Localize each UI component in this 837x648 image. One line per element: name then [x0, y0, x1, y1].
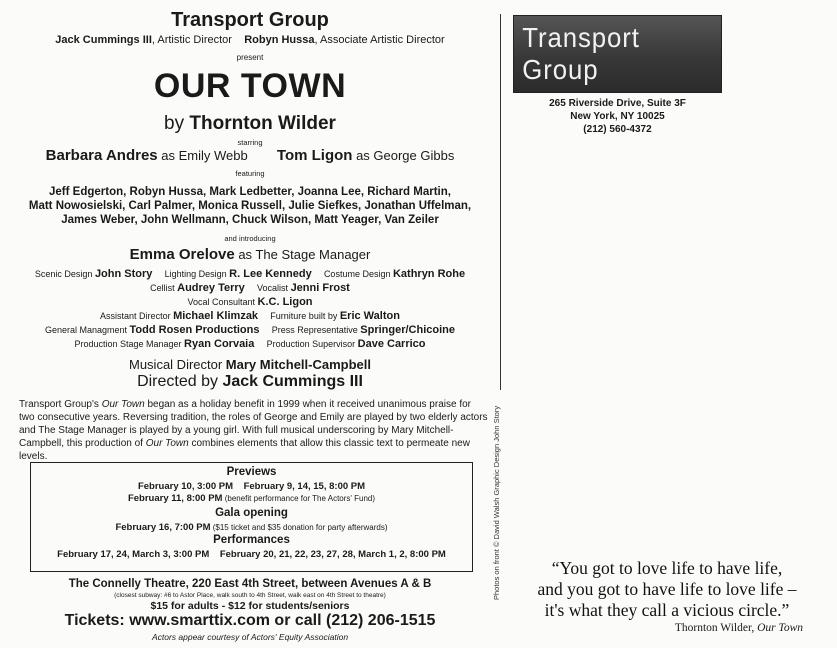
gala-line — [31, 522, 472, 533]
star2-name: Tom Ligon — [276, 147, 353, 164]
description-text-1: Transport Group's — [19, 399, 102, 410]
company-name: Transport Group — [171, 9, 329, 31]
directors-line — [0, 34, 500, 46]
description-text-3: combines elements that allow this classic text to permeate new levels. — [19, 438, 470, 462]
intro-name: Emma Orelove — [129, 246, 235, 263]
scenic-label: Scenic Design — [34, 269, 95, 279]
description-paragraph — [19, 398, 489, 463]
performances-evening: February 20, 21, 22, 23, 27, 28, March 1, 2, 8:00 PM — [219, 549, 446, 560]
address-line-2: New York, NY 10025 — [570, 111, 665, 122]
previews-date-2: February 9, 14, 15, 8:00 PM — [243, 481, 366, 492]
vocal-consultant-credit — [0, 296, 500, 308]
furniture-builder: Eric Walton — [339, 310, 400, 322]
author-line — [0, 113, 500, 135]
by-label: by — [164, 113, 185, 134]
transport-group-logo — [513, 15, 722, 93]
performances-matinee: February 17, 24, March 3, 3:00 PM — [57, 549, 210, 560]
star1-role: as Emily Webb — [157, 148, 248, 163]
musical-director-label: Musical Director — [129, 357, 226, 372]
intro-role: as The Stage Manager — [234, 247, 371, 262]
costume-designer: Kathryn Rohe — [392, 268, 466, 280]
previews-heading: Previews — [226, 466, 277, 478]
artistic-director-name: Jack Cummings III — [55, 34, 152, 46]
production-stage-manager: Ryan Corvaia — [184, 338, 255, 350]
performances-line — [31, 549, 472, 560]
gala-heading: Gala opening — [215, 507, 288, 519]
vocal-consultant-label: Vocal Consultant — [187, 297, 258, 307]
psm-label: Production Stage Manager — [74, 339, 185, 349]
production-supervisor: Dave Carrico — [357, 338, 426, 350]
previews-line-2 — [31, 493, 472, 504]
director-credit — [0, 373, 500, 391]
assistant-credits — [0, 310, 500, 322]
music-credits — [0, 282, 500, 294]
featured-cast-line-2: Matt Nowosielski, Carl Palmer, Monica Russell, Julie Siefkes, Jonathan Uffelman, — [28, 200, 472, 212]
address-line-1: 265 Riverside Drive, Suite 3F — [549, 98, 686, 109]
furniture-label: Furniture built by — [270, 311, 340, 321]
vocal-consultant: K.C. Ligon — [257, 296, 313, 308]
gala-note: ($15 ticket and $35 donation for party afterwards) — [210, 523, 388, 532]
subway-directions: (closest subway: #6 to Astor Place, walk south to 4th Street, walk east on 4th Street to theatre) — [114, 592, 386, 599]
quote-line-2: and you got to have life to love life – — [537, 579, 797, 599]
gala-date: February 16, 7:00 PM — [115, 522, 211, 533]
lighting-label: Lighting Design — [164, 269, 230, 279]
management-credits — [0, 324, 500, 336]
author-name: Thornton Wilder — [189, 113, 336, 134]
address-phone: (212) 560-4372 — [583, 124, 652, 135]
ticket-prices: $15 for adults - $12 for students/seniors — [150, 600, 350, 612]
ticket-info: Tickets: www.smarttix.com or call (212) 206-1515 — [64, 612, 436, 629]
photo-credit — [492, 400, 502, 600]
description-italic-2: Our Town — [145, 438, 189, 449]
present-label: present — [236, 53, 264, 62]
description-text-2: began as a holiday benefit in 1999 when it received unanimous praise for two consecutive years. Reversing tradition, the roles of George and Emily are played by two elderly actors and The Stage Manager is played by a young girl. With full musical underscoring by Mary Mitchell-Campbell, this production of — [19, 399, 488, 449]
previews-line-1 — [31, 481, 472, 492]
intro-line — [0, 246, 500, 263]
directed-by-label: Directed by — [137, 373, 223, 390]
previews-date-1: February 10, 3:00 PM — [137, 481, 234, 492]
general-management: Todd Rosen Productions — [129, 324, 260, 336]
assistant-director: Michael Klimzak — [173, 310, 259, 322]
press-label: Press Representative — [271, 325, 361, 335]
schedule-box — [30, 462, 473, 572]
supervisor-label: Production Supervisor — [266, 339, 358, 349]
associate-director-name: Robyn Hussa — [244, 34, 315, 46]
stars-line — [0, 147, 500, 164]
associate-director-role: , Associate Artistic Director — [314, 34, 445, 46]
wilder-quote — [512, 558, 822, 621]
vocalist: Jenni Frost — [290, 282, 350, 294]
design-credits — [0, 268, 500, 280]
quote-line-3: it's what they call a vicious circle.” — [544, 600, 790, 620]
costume-label: Costume Design — [323, 269, 393, 279]
quote-line-1: “You got to love life to have life, — [551, 558, 783, 578]
cellist-label: Cellist — [150, 283, 178, 293]
featuring-label: featuring — [235, 169, 265, 178]
scenic-designer: John Story — [94, 268, 153, 280]
cellist: Audrey Terry — [177, 282, 245, 294]
previews-date-3: February 11, 8:00 PM — [127, 493, 223, 504]
quote-work: Our Town — [757, 622, 803, 634]
description-italic-1: Our Town — [101, 399, 145, 410]
photo-credit-text: Photos on front © David Walsh Graphic Design John Story — [492, 405, 501, 600]
musical-director-credit — [0, 357, 500, 372]
assistant-director-label: Assistant Director — [100, 311, 174, 321]
director: Jack Cummings III — [222, 373, 363, 390]
logo-text: Transport Group — [522, 22, 640, 85]
quote-author: Thornton Wilder, — [674, 622, 758, 634]
artistic-director-role: , Artistic Director — [151, 34, 232, 46]
quote-attribution — [675, 622, 803, 634]
vertical-divider — [500, 14, 501, 390]
featured-cast-line-1: Jeff Edgerton, Robyn Hussa, Mark Ledbetter, Joanna Lee, Richard Martin, — [49, 186, 451, 198]
featured-cast-line-3: James Weber, John Wellmann, Chuck Wilson, Matt Yeager, Van Zeiler — [61, 214, 439, 226]
production-credits — [0, 338, 500, 350]
return-address — [513, 97, 722, 136]
lighting-designer: R. Lee Kennedy — [229, 268, 312, 280]
star2-role: as George Gibbs — [352, 148, 455, 163]
star1-name: Barbara Andres — [45, 147, 158, 164]
musical-director: Mary Mitchell-Campbell — [225, 357, 371, 372]
theatre-address: The Connelly Theatre, 220 East 4th Street, between Avenues A & B — [68, 578, 432, 590]
general-management-label: General Managment — [44, 325, 130, 335]
vocalist-label: Vocalist — [257, 283, 291, 293]
starring-label: starring — [237, 138, 263, 147]
benefit-note: (benefit performance for The Actors' Fund) — [222, 494, 376, 503]
press-representative: Springer/Chicoine — [360, 324, 456, 336]
introducing-label: and introducing — [224, 234, 276, 243]
performances-heading: Performances — [213, 534, 290, 546]
equity-note: Actors appear courtesy of Actors' Equity Association — [151, 632, 349, 642]
show-title: OUR TOWN — [153, 67, 347, 105]
